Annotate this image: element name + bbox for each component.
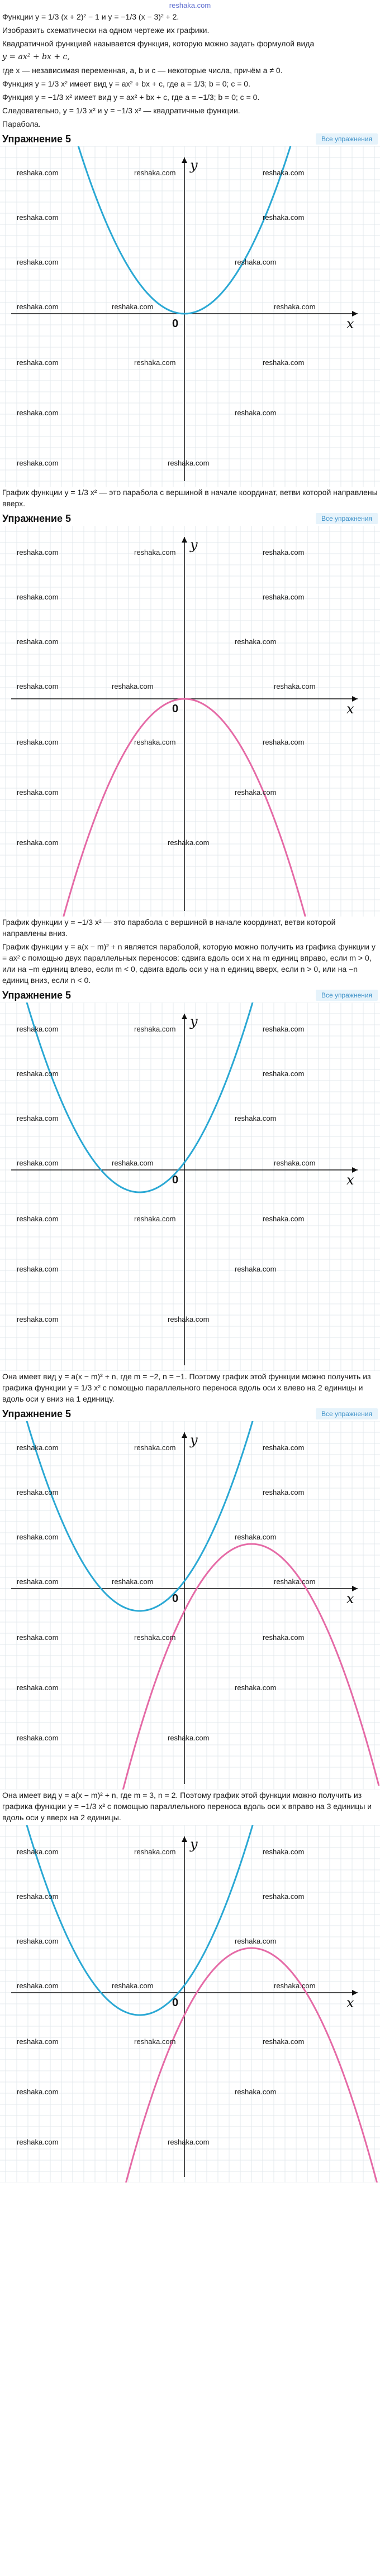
graph-3 bbox=[0, 1002, 380, 1371]
intro-p4: где x — независимая переменная, a, b и c — некоторые числа, причём a ≠ 0. bbox=[2, 66, 283, 75]
watermark: reshaka.com bbox=[274, 303, 316, 311]
watermark: reshaka.com bbox=[17, 1734, 59, 1742]
watermark: reshaka.com bbox=[112, 1159, 154, 1167]
watermark: reshaka.com bbox=[17, 1215, 59, 1223]
graph-svg bbox=[0, 526, 380, 917]
grid bbox=[0, 1421, 380, 1790]
watermark: reshaka.com bbox=[17, 1892, 59, 1901]
y-axis-label: y bbox=[190, 537, 198, 553]
y-axis-label: y bbox=[190, 1432, 198, 1448]
watermark: reshaka.com bbox=[17, 682, 59, 690]
watermark: reshaka.com bbox=[134, 358, 176, 367]
x-axis-label: x bbox=[346, 316, 354, 332]
section-1-header bbox=[0, 132, 380, 146]
watermark: reshaka.com bbox=[168, 2138, 210, 2146]
intro-p7: Следовательно, y = 1/3 x² и y = −1/3 x² — квадратичные функции. bbox=[2, 106, 240, 115]
watermark: reshaka.com bbox=[134, 548, 176, 557]
watermark: reshaka.com bbox=[17, 213, 59, 222]
watermark: reshaka.com bbox=[134, 1443, 176, 1452]
grid bbox=[0, 1002, 380, 1371]
watermark: reshaka.com bbox=[168, 1734, 210, 1742]
watermark: reshaka.com bbox=[274, 1982, 316, 1990]
watermark: reshaka.com bbox=[263, 1892, 305, 1901]
watermark: reshaka.com bbox=[263, 1443, 305, 1452]
origin-label: 0 bbox=[172, 318, 179, 330]
watermark: reshaka.com bbox=[263, 169, 305, 177]
watermark: reshaka.com bbox=[263, 593, 305, 601]
watermark: reshaka.com bbox=[168, 459, 210, 467]
watermark: reshaka.com bbox=[17, 593, 59, 601]
graph-2 bbox=[0, 526, 380, 917]
watermark: reshaka.com bbox=[168, 838, 210, 847]
y-axis-label: y bbox=[190, 1014, 198, 1029]
watermark: reshaka.com bbox=[263, 738, 305, 746]
section-3-caption bbox=[0, 1371, 380, 1404]
intro-p6: Функция y = −1/3 x² имеет вид y = ax² + bx + c, где a = −1/3; b = 0; c = 0. bbox=[2, 93, 260, 102]
origin-label: 0 bbox=[172, 1174, 179, 1186]
watermark: reshaka.com bbox=[263, 1633, 305, 1642]
graph-svg bbox=[0, 1421, 380, 1790]
watermark: reshaka.com bbox=[17, 637, 59, 646]
watermark: reshaka.com bbox=[263, 1488, 305, 1496]
watermark: reshaka.com bbox=[263, 213, 305, 222]
watermark: reshaka.com bbox=[134, 1848, 176, 1856]
grid bbox=[0, 146, 380, 487]
watermark: reshaka.com bbox=[17, 1443, 59, 1452]
watermark: reshaka.com bbox=[235, 1533, 277, 1541]
watermark: reshaka.com bbox=[134, 738, 176, 746]
watermark: reshaka.com bbox=[17, 409, 59, 417]
watermark: reshaka.com bbox=[235, 1683, 277, 1692]
intro-p2: Изобразить схематически на одном чертеже их графики. bbox=[2, 26, 210, 35]
watermark: reshaka.com bbox=[17, 1848, 59, 1856]
section-3-header bbox=[0, 988, 380, 1002]
section-1-caption bbox=[0, 487, 380, 509]
origin-label: 0 bbox=[172, 1592, 179, 1605]
intro-p3: Квадратичной функцией называется функция, которую можно задать формулой вида bbox=[2, 39, 315, 48]
parabola-shifted-down bbox=[119, 1948, 379, 2182]
watermark: reshaka.com bbox=[17, 2037, 59, 2046]
watermark: reshaka.com bbox=[235, 2088, 277, 2096]
y-axis-arrow bbox=[182, 157, 187, 163]
watermark: reshaka.com bbox=[235, 1114, 277, 1122]
watermark: reshaka.com bbox=[112, 1577, 154, 1586]
watermark: reshaka.com bbox=[17, 1159, 59, 1167]
watermark: reshaka.com bbox=[112, 682, 154, 690]
intro-p1: Функции y = 1/3 (x + 2)² − 1 и y = −1/3 (x − 3)² + 2. bbox=[2, 12, 179, 21]
watermark: reshaka.com bbox=[17, 169, 59, 177]
all-exercises-button-4[interactable]: Все упражнения bbox=[316, 1408, 378, 1419]
watermark: reshaka.com bbox=[17, 1633, 59, 1642]
y-axis-arrow bbox=[182, 1836, 187, 1842]
x-axis-label: x bbox=[346, 1995, 354, 2011]
x-axis-label: x bbox=[346, 1172, 354, 1188]
watermark: reshaka.com bbox=[263, 1069, 305, 1078]
all-exercises-button-2[interactable]: Все упражнения bbox=[316, 513, 378, 524]
section-1-title: Упражнение 5 bbox=[2, 133, 71, 145]
watermark: reshaka.com bbox=[17, 548, 59, 557]
watermark: reshaka.com bbox=[134, 1025, 176, 1033]
site-title[interactable]: reshaka.com bbox=[169, 1, 211, 9]
watermark: reshaka.com bbox=[17, 358, 59, 367]
origin-label: 0 bbox=[172, 703, 179, 715]
section-2-header bbox=[0, 511, 380, 526]
intro-p5: Функция y = 1/3 x² имеет вид y = ax² + bx + c, где a = 1/3; b = 0; c = 0. bbox=[2, 79, 250, 88]
watermark: reshaka.com bbox=[17, 1577, 59, 1586]
grid bbox=[0, 526, 380, 917]
watermark: reshaka.com bbox=[134, 169, 176, 177]
watermark: reshaka.com bbox=[17, 258, 59, 266]
intro-p8: Парабола. bbox=[2, 119, 41, 128]
watermark: reshaka.com bbox=[263, 548, 305, 557]
watermark: reshaka.com bbox=[17, 1025, 59, 1033]
watermark: reshaka.com bbox=[17, 2088, 59, 2096]
watermark: reshaka.com bbox=[263, 1215, 305, 1223]
watermark: reshaka.com bbox=[17, 1982, 59, 1990]
graph-svg bbox=[0, 146, 380, 487]
graph-5 bbox=[0, 1825, 380, 2182]
watermark: reshaka.com bbox=[235, 788, 277, 797]
section-2-title: Упражнение 5 bbox=[2, 512, 71, 524]
intro-formula: y = ax² + bx + c, bbox=[2, 52, 70, 61]
caption-2b: График функции y = a(x − m)² + n является параболой, которую можно получить из графика функции y = ax² с помощью двух параллельных переносов: сдвига вдоль оси x на m единиц вправо, если m > 0, или на −m единиц влево, если m < 0, сдвига вдоль оси y на n единиц вверх, если n > 0, или на −n единиц вниз, если n < 0. bbox=[2, 942, 376, 985]
watermark: reshaka.com bbox=[274, 682, 316, 690]
watermark: reshaka.com bbox=[17, 1114, 59, 1122]
section-2-caption bbox=[0, 917, 380, 986]
graph-svg bbox=[0, 1825, 380, 2182]
intro-text bbox=[0, 11, 380, 129]
watermark: reshaka.com bbox=[17, 1488, 59, 1496]
watermark: reshaka.com bbox=[112, 303, 154, 311]
caption-2: График функции y = −1/3 x² — это парабола с вершиной в начале координат, ветви которой направлены вниз. bbox=[2, 918, 336, 938]
watermark: reshaka.com bbox=[235, 637, 277, 646]
watermark: reshaka.com bbox=[17, 1265, 59, 1273]
watermark: reshaka.com bbox=[17, 1937, 59, 1945]
all-exercises-button-3[interactable]: Все упражнения bbox=[316, 990, 378, 1001]
watermark: reshaka.com bbox=[235, 409, 277, 417]
site-header[interactable] bbox=[0, 0, 380, 11]
origin-label: 0 bbox=[172, 1997, 179, 2009]
watermark: reshaka.com bbox=[235, 1937, 277, 1945]
watermark: reshaka.com bbox=[263, 1025, 305, 1033]
caption-3: Она имеет вид y = a(x − m)² + n, где m = −2, n = −1. Поэтому график этой функции можно получить из графика функции y = 1/3 x² с помощью параллельного переноса вдоль оси x влево на 2 единицы и вдоль оси y вниз на 1 единицу. bbox=[2, 1372, 371, 1403]
graph-1 bbox=[0, 146, 380, 487]
watermark: reshaka.com bbox=[263, 2037, 305, 2046]
watermark: reshaka.com bbox=[17, 2138, 59, 2146]
watermark: reshaka.com bbox=[17, 788, 59, 797]
caption-1: График функции y = 1/3 x² — это парабола с вершиной в начале координат, ветви которой направлены вверх. bbox=[2, 488, 378, 508]
watermark: reshaka.com bbox=[235, 1265, 277, 1273]
watermark: reshaka.com bbox=[134, 1633, 176, 1642]
watermark: reshaka.com bbox=[17, 459, 59, 467]
section-4-caption bbox=[0, 1790, 380, 1823]
section-3-title: Упражнение 5 bbox=[2, 989, 71, 1001]
watermark: reshaka.com bbox=[17, 738, 59, 746]
x-axis-label: x bbox=[346, 701, 354, 717]
section-4-header bbox=[0, 1407, 380, 1421]
watermark: reshaka.com bbox=[17, 1315, 59, 1323]
y-axis-label: y bbox=[190, 1836, 198, 1852]
watermark: reshaka.com bbox=[274, 1159, 316, 1167]
all-exercises-button-1[interactable]: Все упражнения bbox=[316, 133, 378, 145]
watermark: reshaka.com bbox=[17, 1069, 59, 1078]
watermark: reshaka.com bbox=[17, 1533, 59, 1541]
graph-4 bbox=[0, 1421, 380, 1790]
x-axis-label: x bbox=[346, 1591, 354, 1606]
y-axis-arrow bbox=[182, 1432, 187, 1438]
watermark: reshaka.com bbox=[134, 2037, 176, 2046]
watermark: reshaka.com bbox=[134, 1215, 176, 1223]
watermark: reshaka.com bbox=[17, 303, 59, 311]
watermark: reshaka.com bbox=[168, 1315, 210, 1323]
watermark: reshaka.com bbox=[263, 1848, 305, 1856]
y-axis-arrow bbox=[182, 1014, 187, 1019]
watermark: reshaka.com bbox=[263, 358, 305, 367]
watermark: reshaka.com bbox=[17, 838, 59, 847]
section-4-title: Упражнение 5 bbox=[2, 1408, 71, 1419]
watermark: reshaka.com bbox=[274, 1577, 316, 1586]
watermark: reshaka.com bbox=[112, 1982, 154, 1990]
watermark: reshaka.com bbox=[17, 1683, 59, 1692]
y-axis-label: y bbox=[190, 157, 198, 173]
y-axis-arrow bbox=[182, 537, 187, 543]
caption-4: Она имеет вид y = a(x − m)² + n, где m = 3, n = 2. Поэтому график этой функции можно получить из графика функции y = −1/3 x² с помощью параллельного переноса вдоль оси x вправо на 3 единицы и вдоль оси y вверх на 2 единицы. bbox=[2, 1791, 372, 1822]
graph-svg bbox=[0, 1002, 380, 1371]
watermark: reshaka.com bbox=[235, 258, 277, 266]
